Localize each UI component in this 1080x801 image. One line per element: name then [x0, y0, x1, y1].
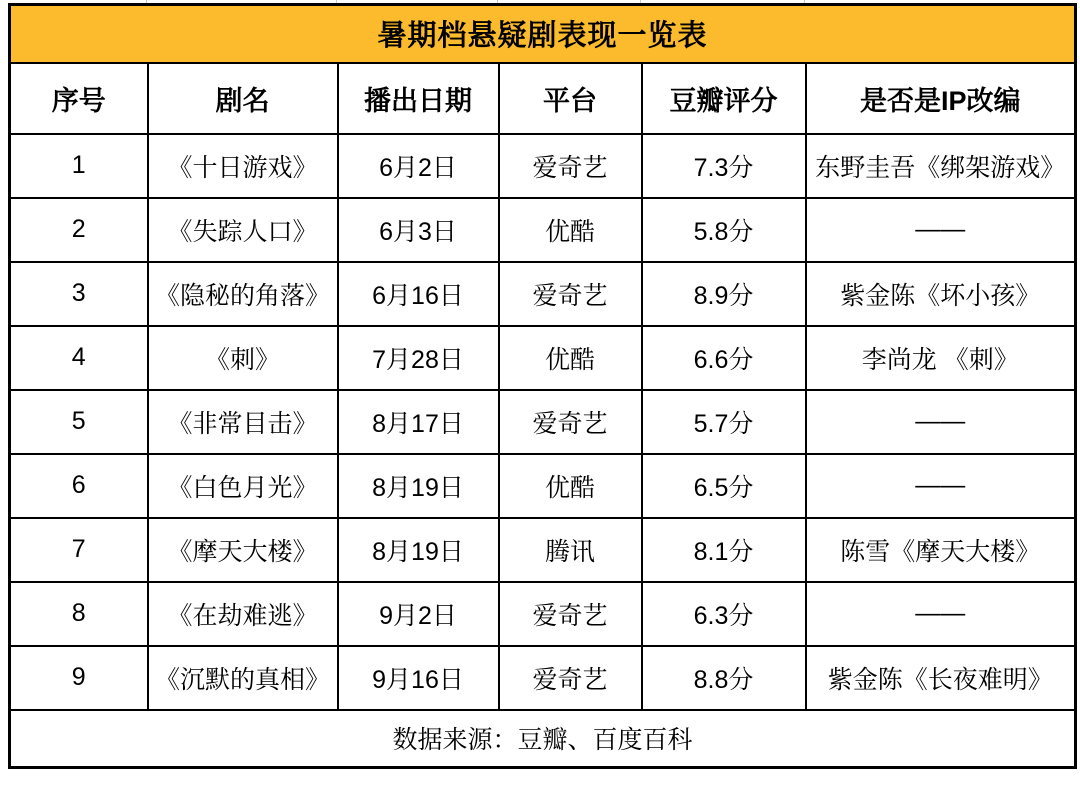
cell-drama-name: 《沉默的真相》: [148, 646, 338, 710]
cell-drama-name: 《白色月光》: [148, 454, 338, 518]
cell-platform: 爱奇艺: [499, 134, 642, 198]
cell-platform: 爱奇艺: [499, 646, 642, 710]
cell-serial: 7: [10, 518, 148, 582]
cell-air-date: 9月16日: [338, 646, 499, 710]
cell-douban-rating: 6.3分: [642, 582, 806, 646]
cell-air-date: 8月19日: [338, 454, 499, 518]
cell-air-date: 6月2日: [338, 134, 499, 198]
cell-air-date: 9月2日: [338, 582, 499, 646]
cell-ip-adaptation: 李尚龙 《刺》: [806, 326, 1076, 390]
col-header-air-date: 播出日期: [338, 63, 499, 134]
cell-douban-rating: 5.7分: [642, 390, 806, 454]
data-source-note: 数据来源：豆瓣、百度百科: [10, 710, 1076, 768]
cell-platform: 优酷: [499, 454, 642, 518]
cell-douban-rating: 6.5分: [642, 454, 806, 518]
col-header-ip-adaptation: 是否是IP改编: [806, 63, 1076, 134]
cell-drama-name: 《非常目击》: [148, 390, 338, 454]
table-row: [10, 134, 1076, 198]
cell-ip-adaptation: ——: [806, 582, 1076, 646]
cell-platform: 优酷: [499, 326, 642, 390]
cell-air-date: 6月16日: [338, 262, 499, 326]
cell-douban-rating: 7.3分: [642, 134, 806, 198]
header-row: [10, 63, 1076, 134]
table-row: [10, 262, 1076, 326]
col-header-serial: 序号: [10, 63, 148, 134]
cell-drama-name: 《十日游戏》: [148, 134, 338, 198]
title-row: [10, 5, 1076, 63]
cell-drama-name: 《摩天大楼》: [148, 518, 338, 582]
cell-platform: 优酷: [499, 198, 642, 262]
cell-douban-rating: 5.8分: [642, 198, 806, 262]
cell-drama-name: 《在劫难逃》: [148, 582, 338, 646]
cell-serial: 8: [10, 582, 148, 646]
cell-platform: 爱奇艺: [499, 262, 642, 326]
cell-ip-adaptation: ——: [806, 198, 1076, 262]
col-header-douban-rating: 豆瓣评分: [642, 63, 806, 134]
cell-serial: 1: [10, 134, 148, 198]
cell-douban-rating: 8.8分: [642, 646, 806, 710]
cell-serial: 9: [10, 646, 148, 710]
cell-drama-name: 《失踪人口》: [148, 198, 338, 262]
table-title: 暑期档悬疑剧表现一览表: [10, 5, 1076, 63]
cell-ip-adaptation: ——: [806, 454, 1076, 518]
summer-suspense-drama-table: [8, 3, 1077, 769]
cell-douban-rating: 8.9分: [642, 262, 806, 326]
cell-ip-adaptation: ——: [806, 390, 1076, 454]
cell-serial: 6: [10, 454, 148, 518]
table-row: [10, 326, 1076, 390]
cell-ip-adaptation: 陈雪《摩天大楼》: [806, 518, 1076, 582]
table-row: [10, 582, 1076, 646]
cell-serial: 5: [10, 390, 148, 454]
cell-serial: 2: [10, 198, 148, 262]
cell-air-date: 7月28日: [338, 326, 499, 390]
cell-ip-adaptation: 东野圭吾《绑架游戏》: [806, 134, 1076, 198]
cell-douban-rating: 6.6分: [642, 326, 806, 390]
table-row: [10, 198, 1076, 262]
table-row: [10, 390, 1076, 454]
cell-serial: 4: [10, 326, 148, 390]
table-row: [10, 454, 1076, 518]
cell-serial: 3: [10, 262, 148, 326]
cell-platform: 爱奇艺: [499, 390, 642, 454]
cell-ip-adaptation: 紫金陈《长夜难明》: [806, 646, 1076, 710]
col-header-drama-name: 剧名: [148, 63, 338, 134]
cell-air-date: 8月19日: [338, 518, 499, 582]
col-header-platform: 平台: [499, 63, 642, 134]
cell-drama-name: 《刺》: [148, 326, 338, 390]
cell-douban-rating: 8.1分: [642, 518, 806, 582]
cell-air-date: 8月17日: [338, 390, 499, 454]
cell-drama-name: 《隐秘的角落》: [148, 262, 338, 326]
cell-platform: 腾讯: [499, 518, 642, 582]
table-row: [10, 646, 1076, 710]
cell-ip-adaptation: 紫金陈《坏小孩》: [806, 262, 1076, 326]
cell-air-date: 6月3日: [338, 198, 499, 262]
footer-row: [10, 710, 1076, 768]
cell-platform: 爱奇艺: [499, 582, 642, 646]
table-row: [10, 518, 1076, 582]
